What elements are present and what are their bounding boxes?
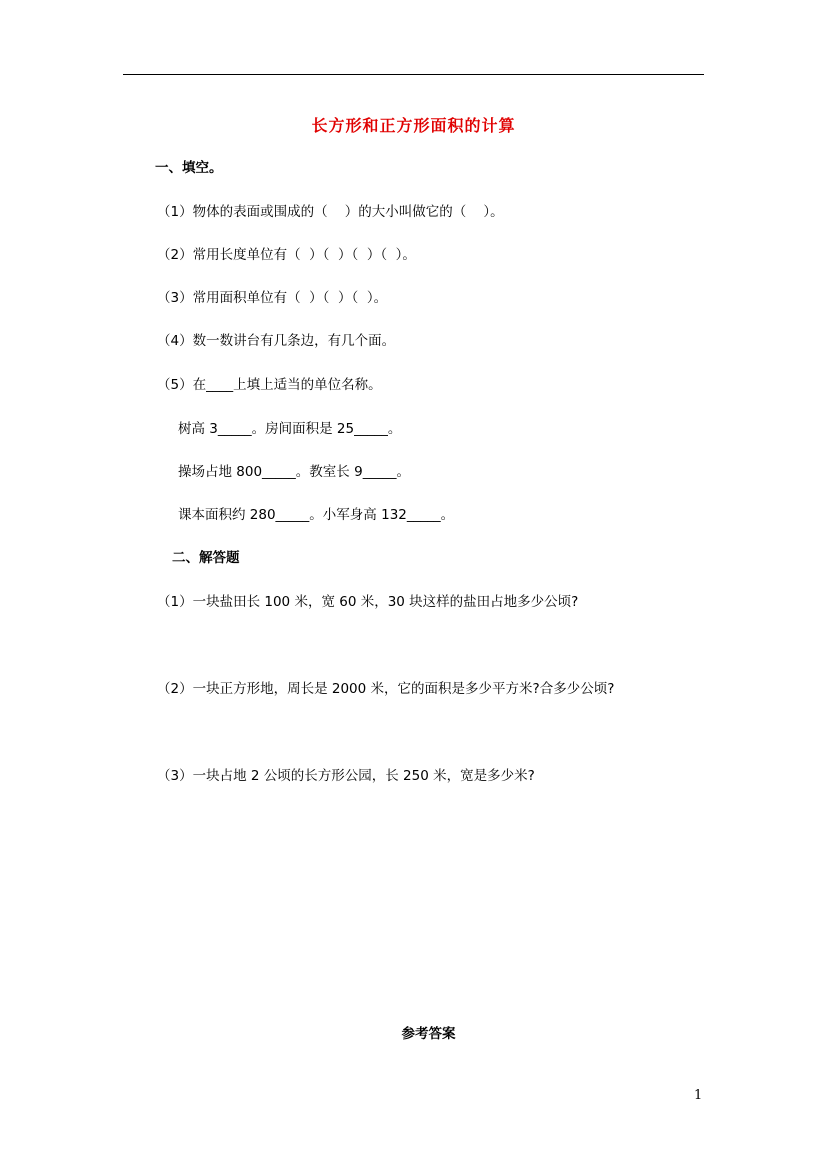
- header-rule: [123, 74, 704, 75]
- answers-heading: 参考答案: [401, 1026, 456, 1042]
- fill-in-sub-item-2: 操场占地 800_____。教室长 9_____。: [178, 464, 410, 480]
- fill-in-item-5: （5）在____上填上适当的单位名称。: [157, 377, 382, 393]
- solve-item-3: （3）一块占地 2 公顷的长方形公园，长 250 米，宽是多少米?: [157, 768, 535, 784]
- page-title: 长方形和正方形面积的计算: [311, 116, 516, 135]
- section-fill-in-heading: 一、填空。: [155, 160, 223, 176]
- fill-in-sub-item-3: 课本面积约 280_____。小军身高 132_____。: [178, 507, 455, 523]
- fill-in-sub-item-1: 树高 3_____。房间面积是 25_____。: [178, 421, 402, 437]
- solve-item-1: （1）一块盐田长 100 米，宽 60 米，30 块这样的盐田占地多少公顷?: [157, 594, 579, 610]
- fill-in-item-3: （3）常用面积单位有（ ）（ ）（ ）。: [157, 290, 388, 306]
- fill-in-item-4: （4）数一数讲台有几条边，有几个面。: [157, 333, 396, 349]
- section-solve-heading: 二、解答题: [172, 550, 240, 566]
- solve-item-2: （2）一块正方形地，周长是 2000 米，它的面积是多少平方米?合多少公顷?: [157, 681, 615, 697]
- fill-in-item-1: （1）物体的表面或围成的（ ）的大小叫做它的（ ）。: [157, 204, 504, 220]
- fill-in-item-2: （2）常用长度单位有（ ）（ ）（ ）（ ）。: [157, 247, 416, 263]
- page-number: 1: [694, 1088, 703, 1103]
